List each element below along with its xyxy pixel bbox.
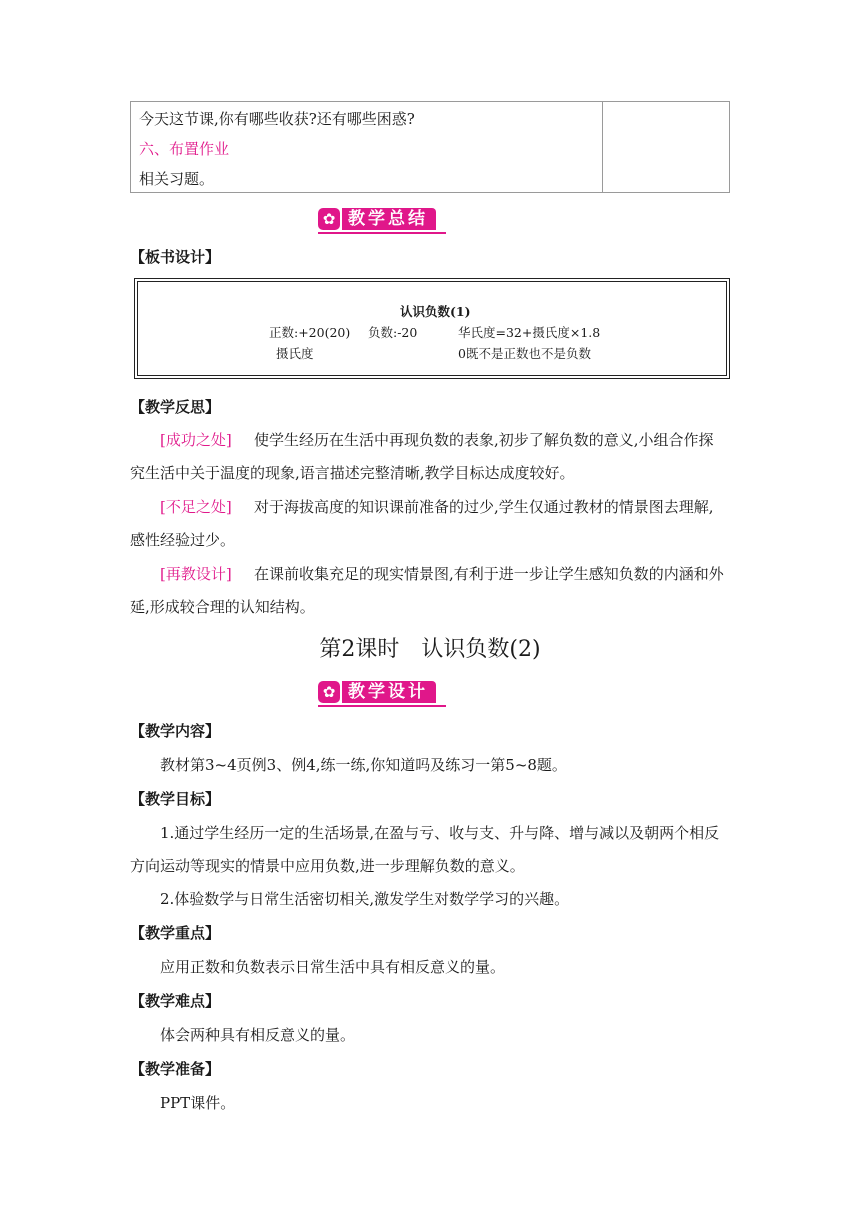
top-table [130,101,730,193]
board-design-heading: 【板书设计】 [130,248,221,266]
preparation-heading: 【教学准备】 [130,1060,221,1078]
homework-text: 相关习题。 [139,170,215,188]
shortfall-text-2: 感性经验过少。 [130,531,236,549]
table-divider [602,102,603,192]
summary-banner-text: 教学总结 [342,208,436,230]
board-celsius: 摄氏度 [276,346,314,361]
board-zero-note: 0既不是正数也不是负数 [458,346,591,361]
lesson-title: 第2课时 认识负数(2) [319,637,541,662]
key-points-heading: 【教学重点】 [130,924,221,942]
summary-banner [318,206,446,234]
redesign-text-1: 在课前收集充足的现实情景图,有利于进一步让学生感知负数的内涵和外 [254,565,724,583]
difficulties-heading: 【教学难点】 [130,992,221,1010]
objective-1b: 方向运动等现实的情景中应用负数,进一步理解负数的意义。 [130,857,525,875]
harvest-question: 今天这节课,你有哪些收获?还有哪些困惑? [139,110,415,128]
content-heading: 【教学内容】 [130,722,221,740]
difficulties-text: 体会两种具有相反意义的量。 [160,1026,356,1044]
flower-logo-icon: ✿ [318,681,340,703]
board-positive: 正数:+20(20) [269,325,351,340]
key-points-text: 应用正数和负数表示日常生活中具有相反意义的量。 [160,958,506,976]
redesign-text-2: 延,形成较合理的认知结构。 [130,598,315,616]
shortfall-tag: [不足之处] [160,498,232,516]
design-banner [318,679,446,707]
objective-2: 2.体验数学与日常生活密切相关,激发学生对数学学习的兴趣。 [160,890,570,908]
success-tag: [成功之处] [160,431,232,449]
success-text-2: 究生活中关于温度的现象,语言描述完整清晰,教学目标达成度较好。 [130,464,575,482]
content-text: 教材第3~4页例3、例4,练一练,你知道吗及练习一第5~8题。 [160,756,567,774]
preparation-text: PPT课件。 [160,1094,236,1112]
design-banner-text: 教学设计 [342,681,436,703]
board-formula: 华氏度=32+摄氏度×1.8 [458,325,601,340]
redesign-tag: [再教设计] [160,565,232,583]
board-negative: 负数:-20 [368,325,418,340]
board-title: 认识负数(1) [400,304,471,319]
success-text-1: 使学生经历在生活中再现负数的表象,初步了解负数的意义,小组合作探 [254,431,714,449]
board-design-box [134,278,730,379]
homework-heading: 六、布置作业 [139,140,230,158]
objective-1a: 1.通过学生经历一定的生活场景,在盈与亏、收与支、升与降、增与减以及朝两个相反 [160,824,720,842]
flower-logo-icon: ✿ [318,208,340,230]
shortfall-text-1: 对于海拔高度的知识课前准备的过少,学生仅通过教材的情景图去理解, [254,498,714,516]
reflection-heading: 【教学反思】 [130,398,221,416]
objectives-heading: 【教学目标】 [130,790,221,808]
